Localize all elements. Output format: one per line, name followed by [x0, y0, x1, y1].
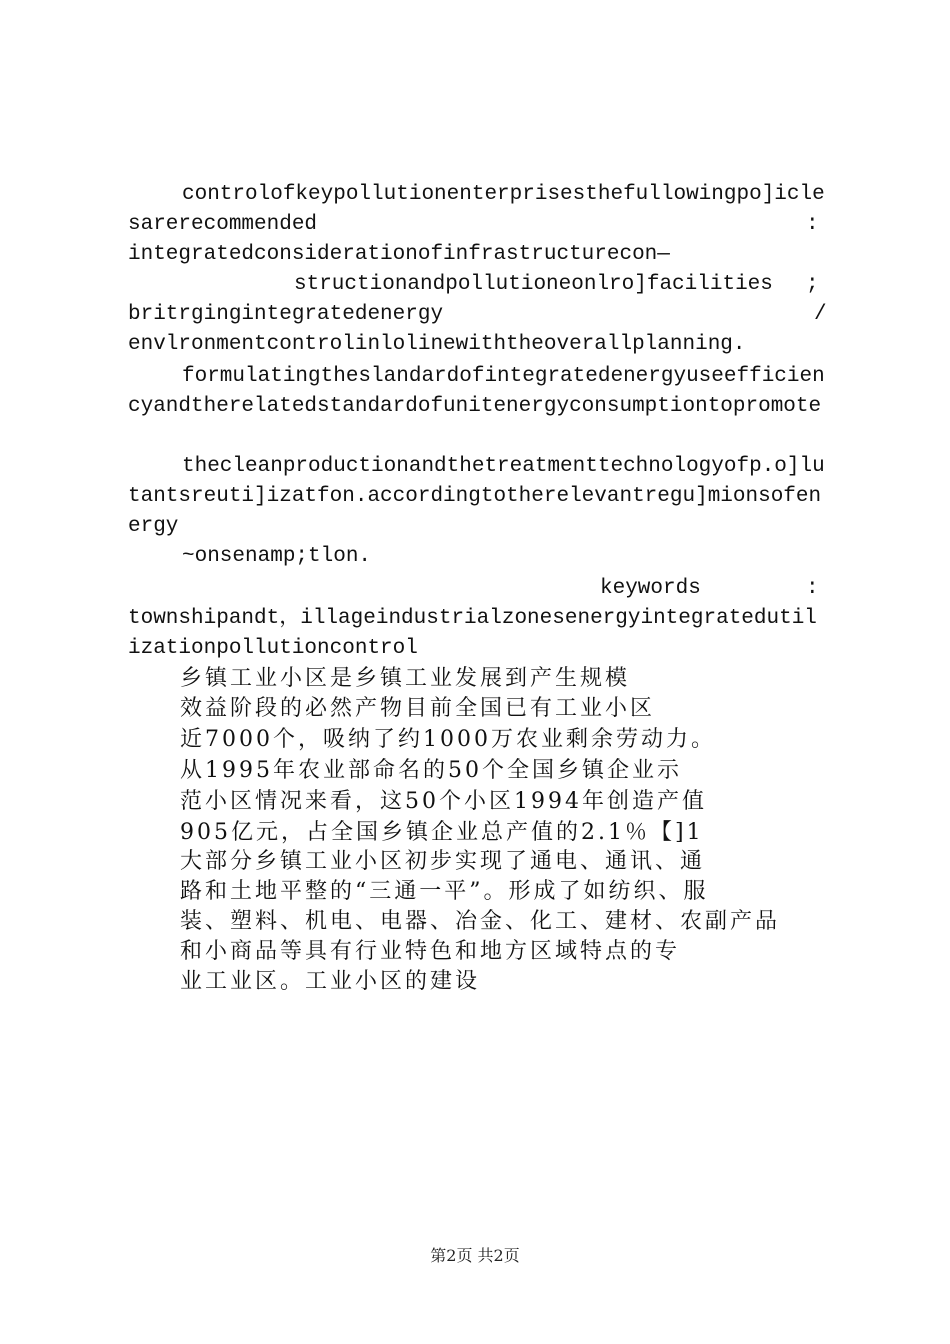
body-line: 905亿元，占全国乡镇企业总产值的2.1％【]1 [180, 820, 704, 845]
abstract-punctuation: ; [806, 273, 819, 296]
abstract-line: britrgingintegratedenergy [128, 303, 444, 326]
abstract-line: ~onsenamp;tlon. [182, 545, 372, 568]
body-line: 装、塑料、机电、电器、冶金、化工、建材、农副产品 [180, 909, 781, 934]
body-line: 大部分乡镇工业小区初步实现了通电、通讯、通 [180, 849, 706, 874]
abstract-line: integratedconsiderationofinfrastructurecon— [128, 243, 670, 266]
abstract-line: cyandtherelatedstandardofunitenergyconsumptiontopromote [128, 395, 822, 418]
keywords-label: keywords [600, 577, 701, 600]
abstract-punctuation: : [806, 213, 819, 236]
abstract-line: envlronmentcontrolinlolinewiththeoverallplanning. [128, 333, 746, 356]
abstract-line: controlofkeypollutionenterprisesthefullowingpo]icle [182, 183, 825, 206]
body-line: 路和土地平整的“三通一平”。形成了如纺织、服 [180, 879, 709, 904]
body-line: 范小区情况来看，这50个小区1994年创造产值 [180, 789, 707, 814]
body-line: 和小商品等具有行业特色和地方区域特点的专 [180, 939, 681, 964]
body-line: 效益阶段的必然产物目前全国已有工业小区 [180, 696, 656, 721]
abstract-line: tantsreuti]izatfon.accordingtotherelevantregu]mionsofen [128, 485, 822, 508]
keywords-line: townshipandt，illageindustrialzonesenergyintegratedutil [128, 607, 817, 630]
body-line: 业工业区。工业小区的建设 [180, 969, 481, 994]
page-footer: 第2页 共2页 [430, 1246, 520, 1265]
body-line: 乡镇工业小区是乡镇工业发展到产生规模 [180, 666, 631, 691]
abstract-punctuation: / [814, 303, 827, 326]
abstract-line: thecleanproductionandthetreatmenttechnologyofp.o]lu [182, 455, 825, 478]
abstract-line: ergy [128, 515, 179, 538]
abstract-line: structionandpollutioneonlro]facilities [294, 273, 773, 296]
abstract-line: formulatingtheslandardofintegratedenergyuseefficien [182, 365, 825, 388]
body-line: 近7000个，吸纳了约1000万农业剩余劳动力。 [180, 727, 716, 752]
abstract-line: sarerecommended [128, 213, 318, 236]
keywords-line: izationpollutioncontrol [128, 637, 418, 660]
keywords-punctuation: : [806, 577, 819, 600]
body-line: 从1995年农业部命名的50个全国乡镇企业示 [180, 758, 682, 783]
